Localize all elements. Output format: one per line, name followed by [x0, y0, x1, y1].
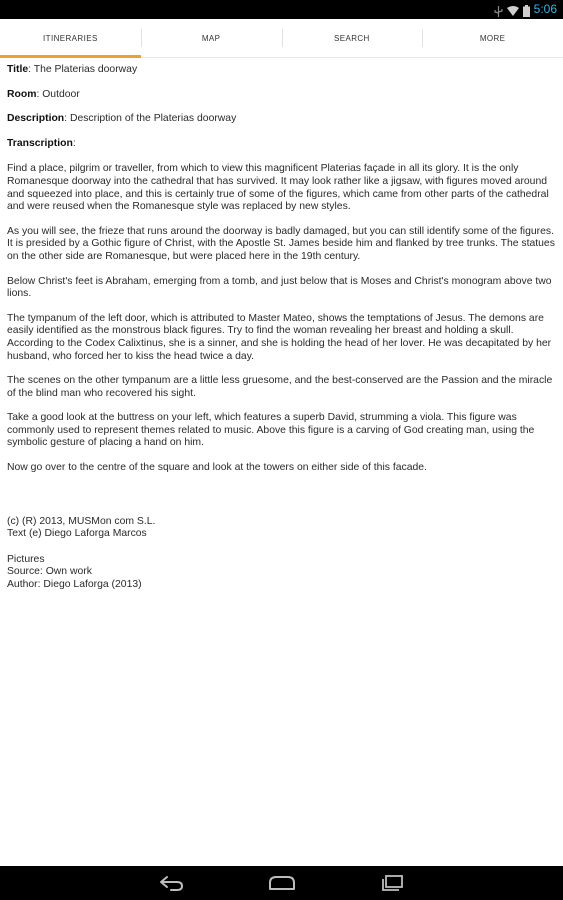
- pictures-label: Pictures: [7, 553, 45, 565]
- tab-search[interactable]: [282, 19, 423, 57]
- tab-label: ITINERARIES: [43, 33, 98, 43]
- system-nav-bar: [0, 866, 563, 900]
- back-icon[interactable]: [157, 872, 187, 894]
- title-field: Title: The Platerias doorway: [7, 64, 138, 75]
- transcription-paragraph: Below Christ's feet is Abraham, emerging from a tomb, and just below that is Moses and Christ's monogram above two lions.: [7, 275, 552, 300]
- transcription-paragraph: Take a good look at the buttress on your left, which features a superb David, strumming a viola. This figure was commonly used to represent themes related to music. Above this figure is a carving of God creating man, using the symbolic gesture of placing a hand on him.: [7, 412, 535, 449]
- description-field: Description: Description of the Platerias doorway: [7, 113, 237, 125]
- tab-bar: [0, 19, 563, 58]
- transcription-paragraph: As you will see, the frieze that runs around the doorway is badly damaged, but you can still identify some of the figures. It is presided by a Gothic figure of Christ, with the Apostle St. James beside him and flanked by tree trunks. The statues on the other side are Romanesque, but were placed here in the 19th century.: [7, 225, 555, 262]
- transcription-paragraph: Find a place, pilgrim or traveller, from which to view this magnificent Platerias façade in all its glory. It is the only Romanesque doorway into the cathedral that has survived. It may look rather like a jigsaw, with figures moved around and squeezed into place, and this is certainly true of some of the figures, which came from other parts of the cathedral and were reused when the Romanesque style was replaced by new styles.: [7, 163, 549, 213]
- source-line: Source: Own work: [7, 566, 92, 578]
- text-credit-line: Text (e) Diego Laforga Marcos: [7, 528, 147, 540]
- description-label: Description: [7, 113, 65, 125]
- transcription-paragraph: The scenes on the other tympanum are a little less gruesome, and the best-conserved are the Passion and the miracle of the blind man who recovered his sight.: [7, 375, 553, 399]
- transcription-field: Transcription:: [7, 137, 76, 149]
- recent-apps-icon[interactable]: [377, 872, 407, 894]
- credits: [7, 516, 557, 592]
- home-icon[interactable]: [267, 872, 297, 894]
- usb-icon: [494, 4, 503, 15]
- description-value: Description of the Platerias doorway: [69, 113, 237, 125]
- room-label: Room: [7, 88, 37, 100]
- tab-more[interactable]: [422, 19, 563, 57]
- status-bar: [0, 0, 563, 19]
- tab-label: SEARCH: [334, 33, 370, 43]
- title-label: Title: [7, 64, 29, 75]
- room-value: Outdoor: [42, 88, 80, 100]
- transcription-paragraph: The tympanum of the left door, which is attributed to Master Mateo, shows the temptations of Jesus. The demons are easily identified as the monstrous black figures. Try to find the woman revealing her breast and holding a skull. According to the Codex Calixtinus, she is a sinner, and she is holding the head of her lover. He was decapitated by her husband, who forced her to kiss the head twice a day.: [7, 312, 552, 362]
- title-value: The Platerias doorway: [33, 64, 138, 75]
- tab-itineraries[interactable]: [0, 19, 141, 57]
- author-line: Author: Diego Laforga (2013): [7, 579, 142, 591]
- room-field: Room: Outdoor: [7, 88, 80, 100]
- tab-map[interactable]: [141, 19, 282, 57]
- transcription-label: Transcription: [7, 137, 73, 149]
- status-time: 5:06: [533, 2, 557, 16]
- status-icons: [494, 2, 557, 17]
- battery-icon: [523, 4, 530, 16]
- wifi-icon: [507, 4, 519, 15]
- tab-label: MORE: [479, 33, 506, 43]
- copyright-line: (c) (R) 2013, MUSMon com S.L.: [7, 515, 156, 527]
- detail-content: [7, 58, 557, 592]
- tab-label: MAP: [201, 33, 221, 43]
- transcription-paragraph: Now go over to the centre of the square and look at the towers on either side of this facade.: [7, 462, 427, 474]
